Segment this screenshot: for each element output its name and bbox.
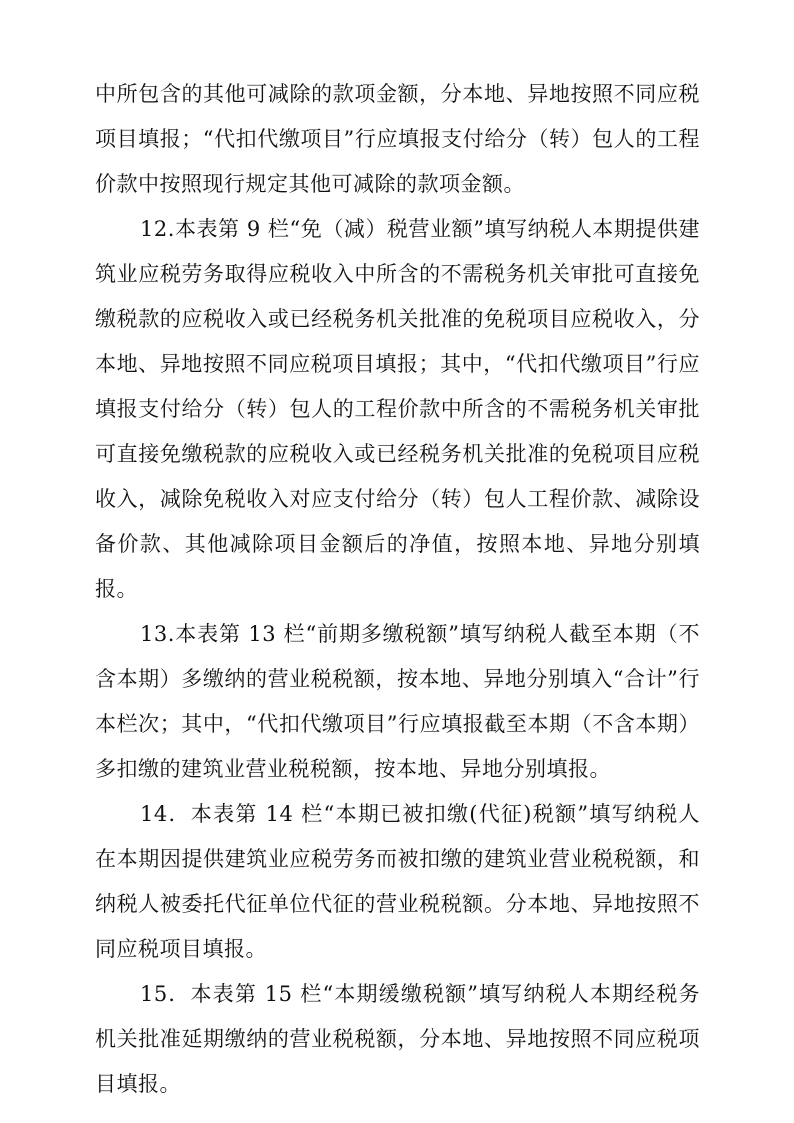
paragraph-item-12: 12.本表第 9 栏“免（减）税营业额”填写纳税人本期提供建筑业应税劳务取得应税收入中所含的不需税务机关审批可直接免缴税款的应税收入或已经税务机关批准的免税项目应税收入，分本地、异地按照不同应税项目填报；其中，“代扣代缴项目”行应填报支付给分（转）包人的工程价款中所含的不需税务机关审批可直接免缴税款的应税收入或已经税务机关批准的免税项目应税收入，减除免税收入对应支付给分（转）包人工程价款、减除设备价款、其他减除项目金额后的净值，按照本地、异地分别填报。 xyxy=(95,217,700,601)
paragraph-continuation: 中所包含的其他可减除的款项金额，分本地、异地按照不同应税项目填报；“代扣代缴项目”行应填报支付给分（转）包人的工程价款中按照现行规定其他可减除的款项金额。 xyxy=(95,82,700,196)
paragraph-item-15: 15．本表第 15 栏“本期缓缴税额”填写纳税人本期经税务机关批准延期缴纳的营业税税额，分本地、异地按照不同应税项目填报。 xyxy=(95,982,700,1096)
body-text xyxy=(95,72,700,1107)
paragraph-item-14: 14．本表第 14 栏“本期已被扣缴(代征)税额”填写纳税人在本期因提供建筑业应税劳务而被扣缴的建筑业营业税税额，和纳税人被委托代征单位代征的营业税税额。分本地、异地按照不同应税项目填报。 xyxy=(95,802,700,961)
paragraph-item-13: 13.本表第 13 栏“前期多缴税额”填写纳税人截至本期（不含本期）多缴纳的营业税税额，按本地、异地分别填入“合计”行本栏次；其中，“代扣代缴项目”行应填报截至本期（不含本期）多扣缴的建筑业营业税税额，按本地、异地分别填报。 xyxy=(95,622,700,781)
